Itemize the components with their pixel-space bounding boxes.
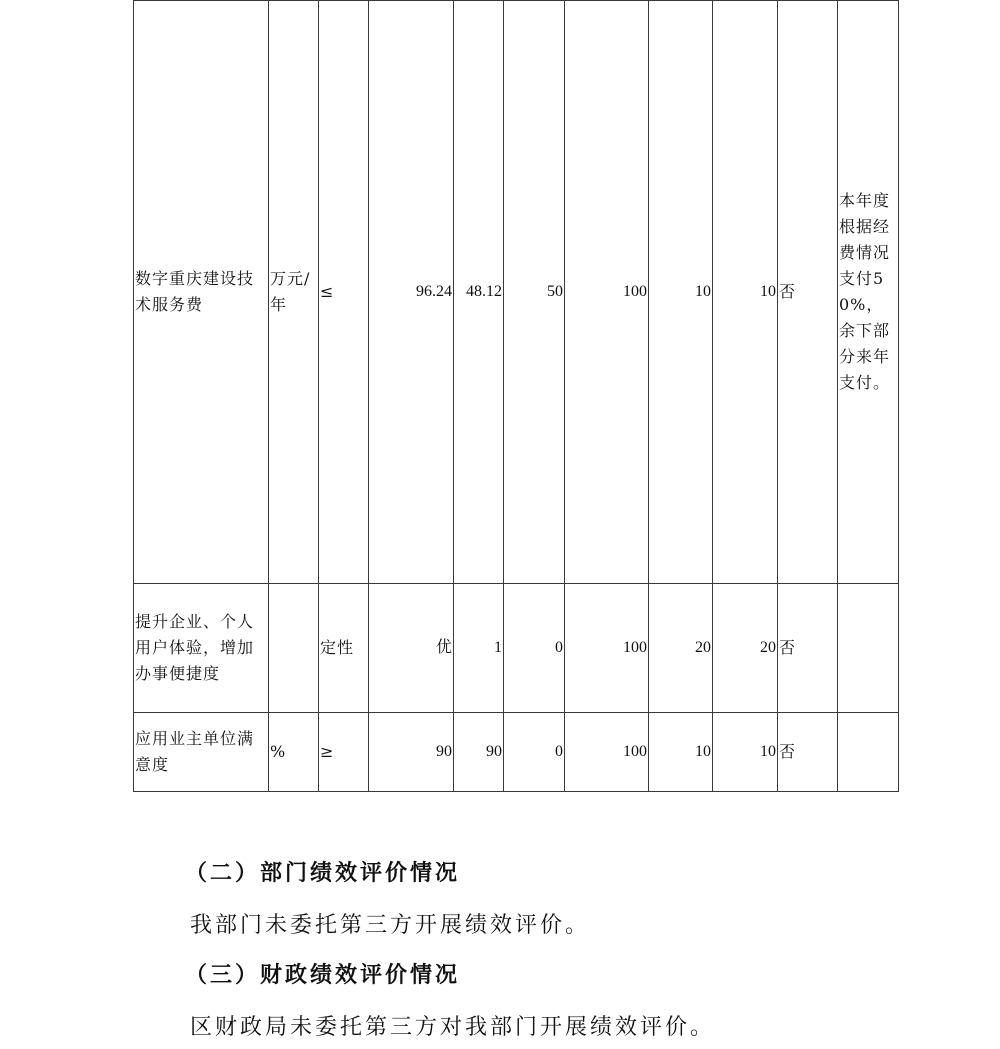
note-cell xyxy=(838,713,899,792)
operator-cell: ≤ xyxy=(319,1,369,584)
completion-value: 100 xyxy=(565,713,649,792)
section-body-department-evaluation: 我部门未委托第三方开展绩效评价。 xyxy=(190,913,591,938)
indicator-name: 应用业主单位满意度 xyxy=(134,713,269,792)
deviation-value: 0 xyxy=(504,713,565,792)
unit-cell: 万元/年 xyxy=(269,1,319,584)
flag-cell: 否 xyxy=(778,584,838,713)
note-cell: 本年度根据经费情况支付50%，余下部分来年支付。 xyxy=(838,1,899,584)
indicator-name: 提升企业、个人用户体验，增加办事便捷度 xyxy=(134,584,269,713)
weight-value: 10 xyxy=(649,713,713,792)
performance-indicator-table xyxy=(133,0,899,792)
table-row xyxy=(134,713,899,792)
operator-cell: 定性 xyxy=(319,584,369,713)
weight-value: 20 xyxy=(649,584,713,713)
section-heading-department-evaluation: （二）部门绩效评价情况 xyxy=(185,860,461,886)
section-body-finance-evaluation: 区财政局未委托第三方对我部门开展绩效评价。 xyxy=(190,1015,716,1040)
operator-cell: ≥ xyxy=(319,713,369,792)
target-value: 96.24 xyxy=(369,1,454,584)
flag-cell: 否 xyxy=(778,1,838,584)
unit-cell xyxy=(269,584,319,713)
table-row xyxy=(134,584,899,713)
weight-value: 10 xyxy=(649,1,713,584)
actual-value: 48.12 xyxy=(454,1,504,584)
table-row xyxy=(134,1,899,584)
score-value: 10 xyxy=(713,1,778,584)
target-value: 90 xyxy=(369,713,454,792)
score-value: 20 xyxy=(713,584,778,713)
completion-value: 100 xyxy=(565,584,649,713)
unit-cell: % xyxy=(269,713,319,792)
note-cell xyxy=(838,584,899,713)
deviation-value: 50 xyxy=(504,1,565,584)
flag-cell: 否 xyxy=(778,713,838,792)
completion-value: 100 xyxy=(565,1,649,584)
score-value: 10 xyxy=(713,713,778,792)
indicator-name: 数字重庆建设技术服务费 xyxy=(134,1,269,584)
actual-value: 90 xyxy=(454,713,504,792)
actual-value: 1 xyxy=(454,584,504,713)
target-value: 优 xyxy=(369,584,454,713)
section-heading-finance-evaluation: （三）财政绩效评价情况 xyxy=(185,962,461,988)
deviation-value: 0 xyxy=(504,584,565,713)
